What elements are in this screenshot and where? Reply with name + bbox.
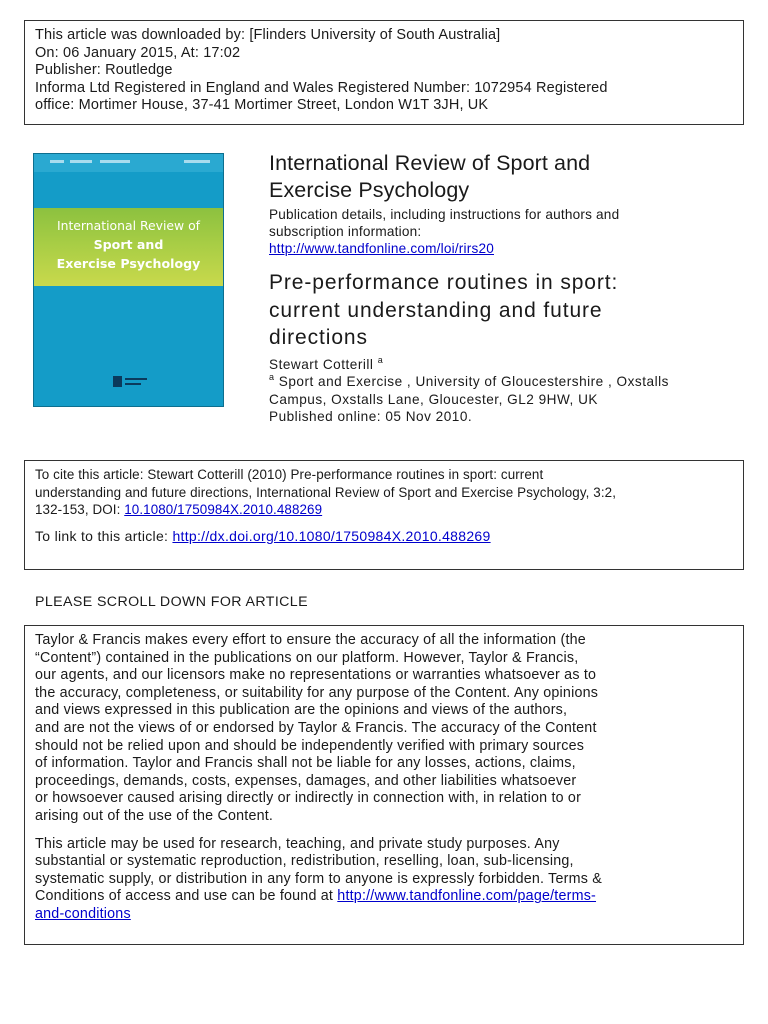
disclaimer-box [24,625,744,945]
affiliation-line: $^a$ Sport and Exercise , University of Gloucestershire , Oxstalls [269,372,669,389]
journal-link[interactable]: http://www.tandfonline.com/loi/rirs20 [269,241,494,256]
affiliation-superscript: a [269,372,275,382]
cover-top-band [34,154,223,172]
cover-title-line: International Review of [56,218,201,233]
cite-line: To cite this article: Stewart Cotterill (2010) Pre-performance routines in sport: current [35,467,544,482]
date-line: On: 06 January 2015, At: 17:02 [35,44,241,61]
cover-title-line: Sport and [93,237,164,252]
cover-title-line: Exercise Psychology [56,256,201,271]
terms-link[interactable]: http://www.tandfonline.com/page/terms- [337,888,597,905]
article-meta [269,356,739,426]
published-date: Published online: 05 Nov 2010. [269,409,473,424]
doi-link[interactable]: 10.1080/1750984X.2010.488269 [124,502,323,517]
author-line [269,356,739,374]
publication-details: Publication details, including instructions for authors and subscription information: http://www.tandfonline.com/loi/rirs20 [269,206,739,257]
author-name: Stewart Cotterill [269,356,374,372]
article-title: Pre-performance routines in sport: current understanding and future directions [269,271,619,349]
terms-link-continued[interactable]: and-conditions [35,905,131,922]
cite-line: 132-153, DOI: 10.1080/1750984X.2010.488269 [35,502,323,517]
article-info [269,150,739,426]
download-info-box [24,20,744,125]
download-line: This article was downloaded by: [Flinders University of South Australia] [35,27,501,43]
article-doi-link[interactable]: http://dx.doi.org/10.1080/1750984X.2010.488269 [172,527,491,544]
author-superscript: a [377,354,384,365]
disclaimer-paragraph-2: This article may be used for research, teaching, and private study purposes. Any substantial or systematic reproduction, redistribution, reselling, loan, sub-licensing, systematic supply, or distribution in any form to anyone is expressly forbidden. Terms & Conditions of access and use can be found at http://www.tandfonline.com/page/terms- and-conditions [35,836,733,924]
disclaimer-paragraph-1: Taylor & Francis makes every effort to ensure the accuracy of all the information (the “Content”) contained in the publications on our platform. However, Taylor & Francis, our agents, and our licensors make no representations or warranties whatsoever as to the accuracy, completeness, or suitability for any purpose of the Content. Any opinions and views expressed in this publication are the opinions and views of the authors, and are not the views of or endorsed by Taylor & Francis. The accuracy of the Content should not be relied upon and should be independently verified with primary sources of information. Taylor and Francis shall not be liable for any losses, actions, claims, proceedings, demands, costs, expenses, damages, and other liabilities whatsoever or howsoever caused arising directly or indirectly in connection with, in relation to or arising out of the use of the Content. [35,632,599,824]
office-line: office: Mortimer House, 37-41 Mortimer Street, London W1T 3JH, UK [35,97,489,114]
journal-title: International Review of Sport and Exercise Psychology [269,151,591,202]
article-link-line: To link to this article: http://dx.doi.org/10.1080/1750984X.2010.488269 [35,527,491,544]
affiliation-line-2: Campus, Oxstalls Lane, Gloucester, GL2 9HW, UK [269,391,598,407]
cite-line: understanding and future directions, International Review of Sport and Exercise Psychology, 3:2, [35,484,617,500]
routledge-logo-icon [113,376,122,387]
publisher-line: Publisher: Routledge [35,62,173,79]
journal-cover-image [33,153,224,407]
registration-line: Informa Ltd Registered in England and Wales Registered Number: 1072954 Registered [35,79,608,96]
citation-box [24,460,744,570]
scroll-note: PLEASE SCROLL DOWN FOR ARTICLE [35,594,308,610]
cover-title [34,216,223,273]
